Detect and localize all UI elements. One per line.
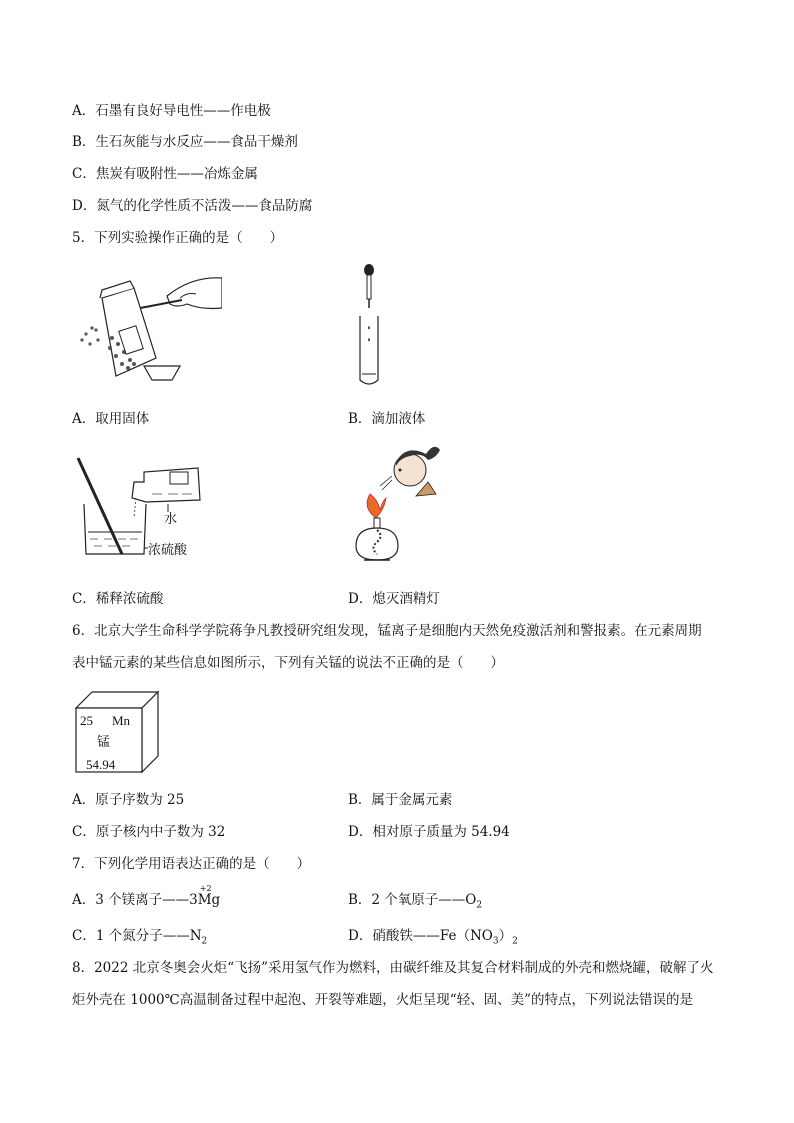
q8-stem-line1: 8．2022 北京冬奥会火炬“飞扬”采用氢气作为燃料，由碳纤维及其复合材料制成的外壳和燃烧罐，破解了火: [72, 960, 714, 976]
q6-option-c: C．原子核内中子数为 32: [72, 824, 226, 840]
element-name: 锰: [97, 734, 111, 749]
figure-alcohol-lamp: [344, 436, 448, 576]
q6-stem-line2: 表中锰元素的某些信息如图所示，下列有关锰的说法不正确的是（ ）: [72, 655, 504, 671]
element-symbol: Mn: [112, 713, 131, 728]
q5-option-c: C．稀释浓硫酸: [72, 591, 164, 607]
q5-option-b: B．滴加液体: [348, 411, 426, 427]
figure-label-acid: 浓硫酸: [148, 543, 188, 558]
q7-option-d-sub: 3: [492, 936, 499, 947]
q7-option-d-sub2: 2: [512, 936, 518, 947]
q7-option-a-coef: 3: [189, 892, 198, 908]
figure-label-water: 水: [164, 512, 178, 527]
q8-stem-line2: 炬外壳在 1000℃高温制备过程中起泡、开裂等难题，火炬呈现“轻、固、美”的特点，下列说法错误的是: [72, 992, 694, 1008]
q7-option-c: [72, 926, 207, 952]
q7-option-b-prefix: B．2 个氧原子——O: [348, 892, 477, 908]
q5-option-d: D．熄灭酒精灯: [348, 591, 440, 607]
q4-option-c: C．焦炭有吸附性——冶炼金属: [72, 166, 258, 182]
element-number: 25: [80, 713, 93, 728]
q7-option-c-sub: 2: [201, 936, 208, 947]
q7-option-b-sub: 2: [476, 900, 483, 911]
q7-option-c-prefix: C．1 个氮分子——N: [72, 928, 202, 944]
q7-option-a-sup: +2: [199, 884, 212, 893]
q6-option-a: A．原子序数为 25: [72, 792, 185, 808]
q7-option-a: [72, 884, 221, 910]
q6-stem-line1: 6．北京大学生命科学学院蒋争凡教授研究组发现，锰离子是细胞内天然免疫激活剂和警报素。在元素周期: [72, 623, 702, 639]
q7-stem: 7．下列化学用语表达正确的是（ ）: [72, 856, 311, 872]
q7-option-a-sym: Mg: [197, 892, 221, 908]
q7-option-a-prefix: A．3 个镁离子——: [72, 892, 190, 908]
q6-option-b: B．属于金属元素: [348, 792, 453, 808]
q7-option-d-suffix: ）: [498, 928, 513, 944]
q7-option-d: [348, 926, 518, 952]
element-mass: 54.94: [86, 757, 116, 772]
q4-option-b: B．生石灰能与水反应——食品干燥剂: [72, 134, 298, 150]
q5-stem: 5．下列实验操作正确的是（ ）: [72, 230, 284, 246]
q5-option-a: A．取用固体: [72, 411, 150, 427]
q7-option-d-prefix: D．硝酸铁——Fe（NO: [348, 928, 493, 944]
q4-option-a: A．石墨有良好导电性——作电极: [72, 103, 271, 119]
figure-dilute-acid: [72, 454, 208, 562]
figure-dropper: [352, 262, 392, 390]
q7-option-b: [348, 890, 482, 916]
q4-option-d: D．氮气的化学性质不活泼——食品防腐: [72, 198, 313, 214]
q7-option-a-symbol: [197, 884, 221, 910]
figure-take-solid: [72, 268, 222, 386]
q6-option-d: D．相对原子质量为 54.94: [348, 824, 510, 840]
